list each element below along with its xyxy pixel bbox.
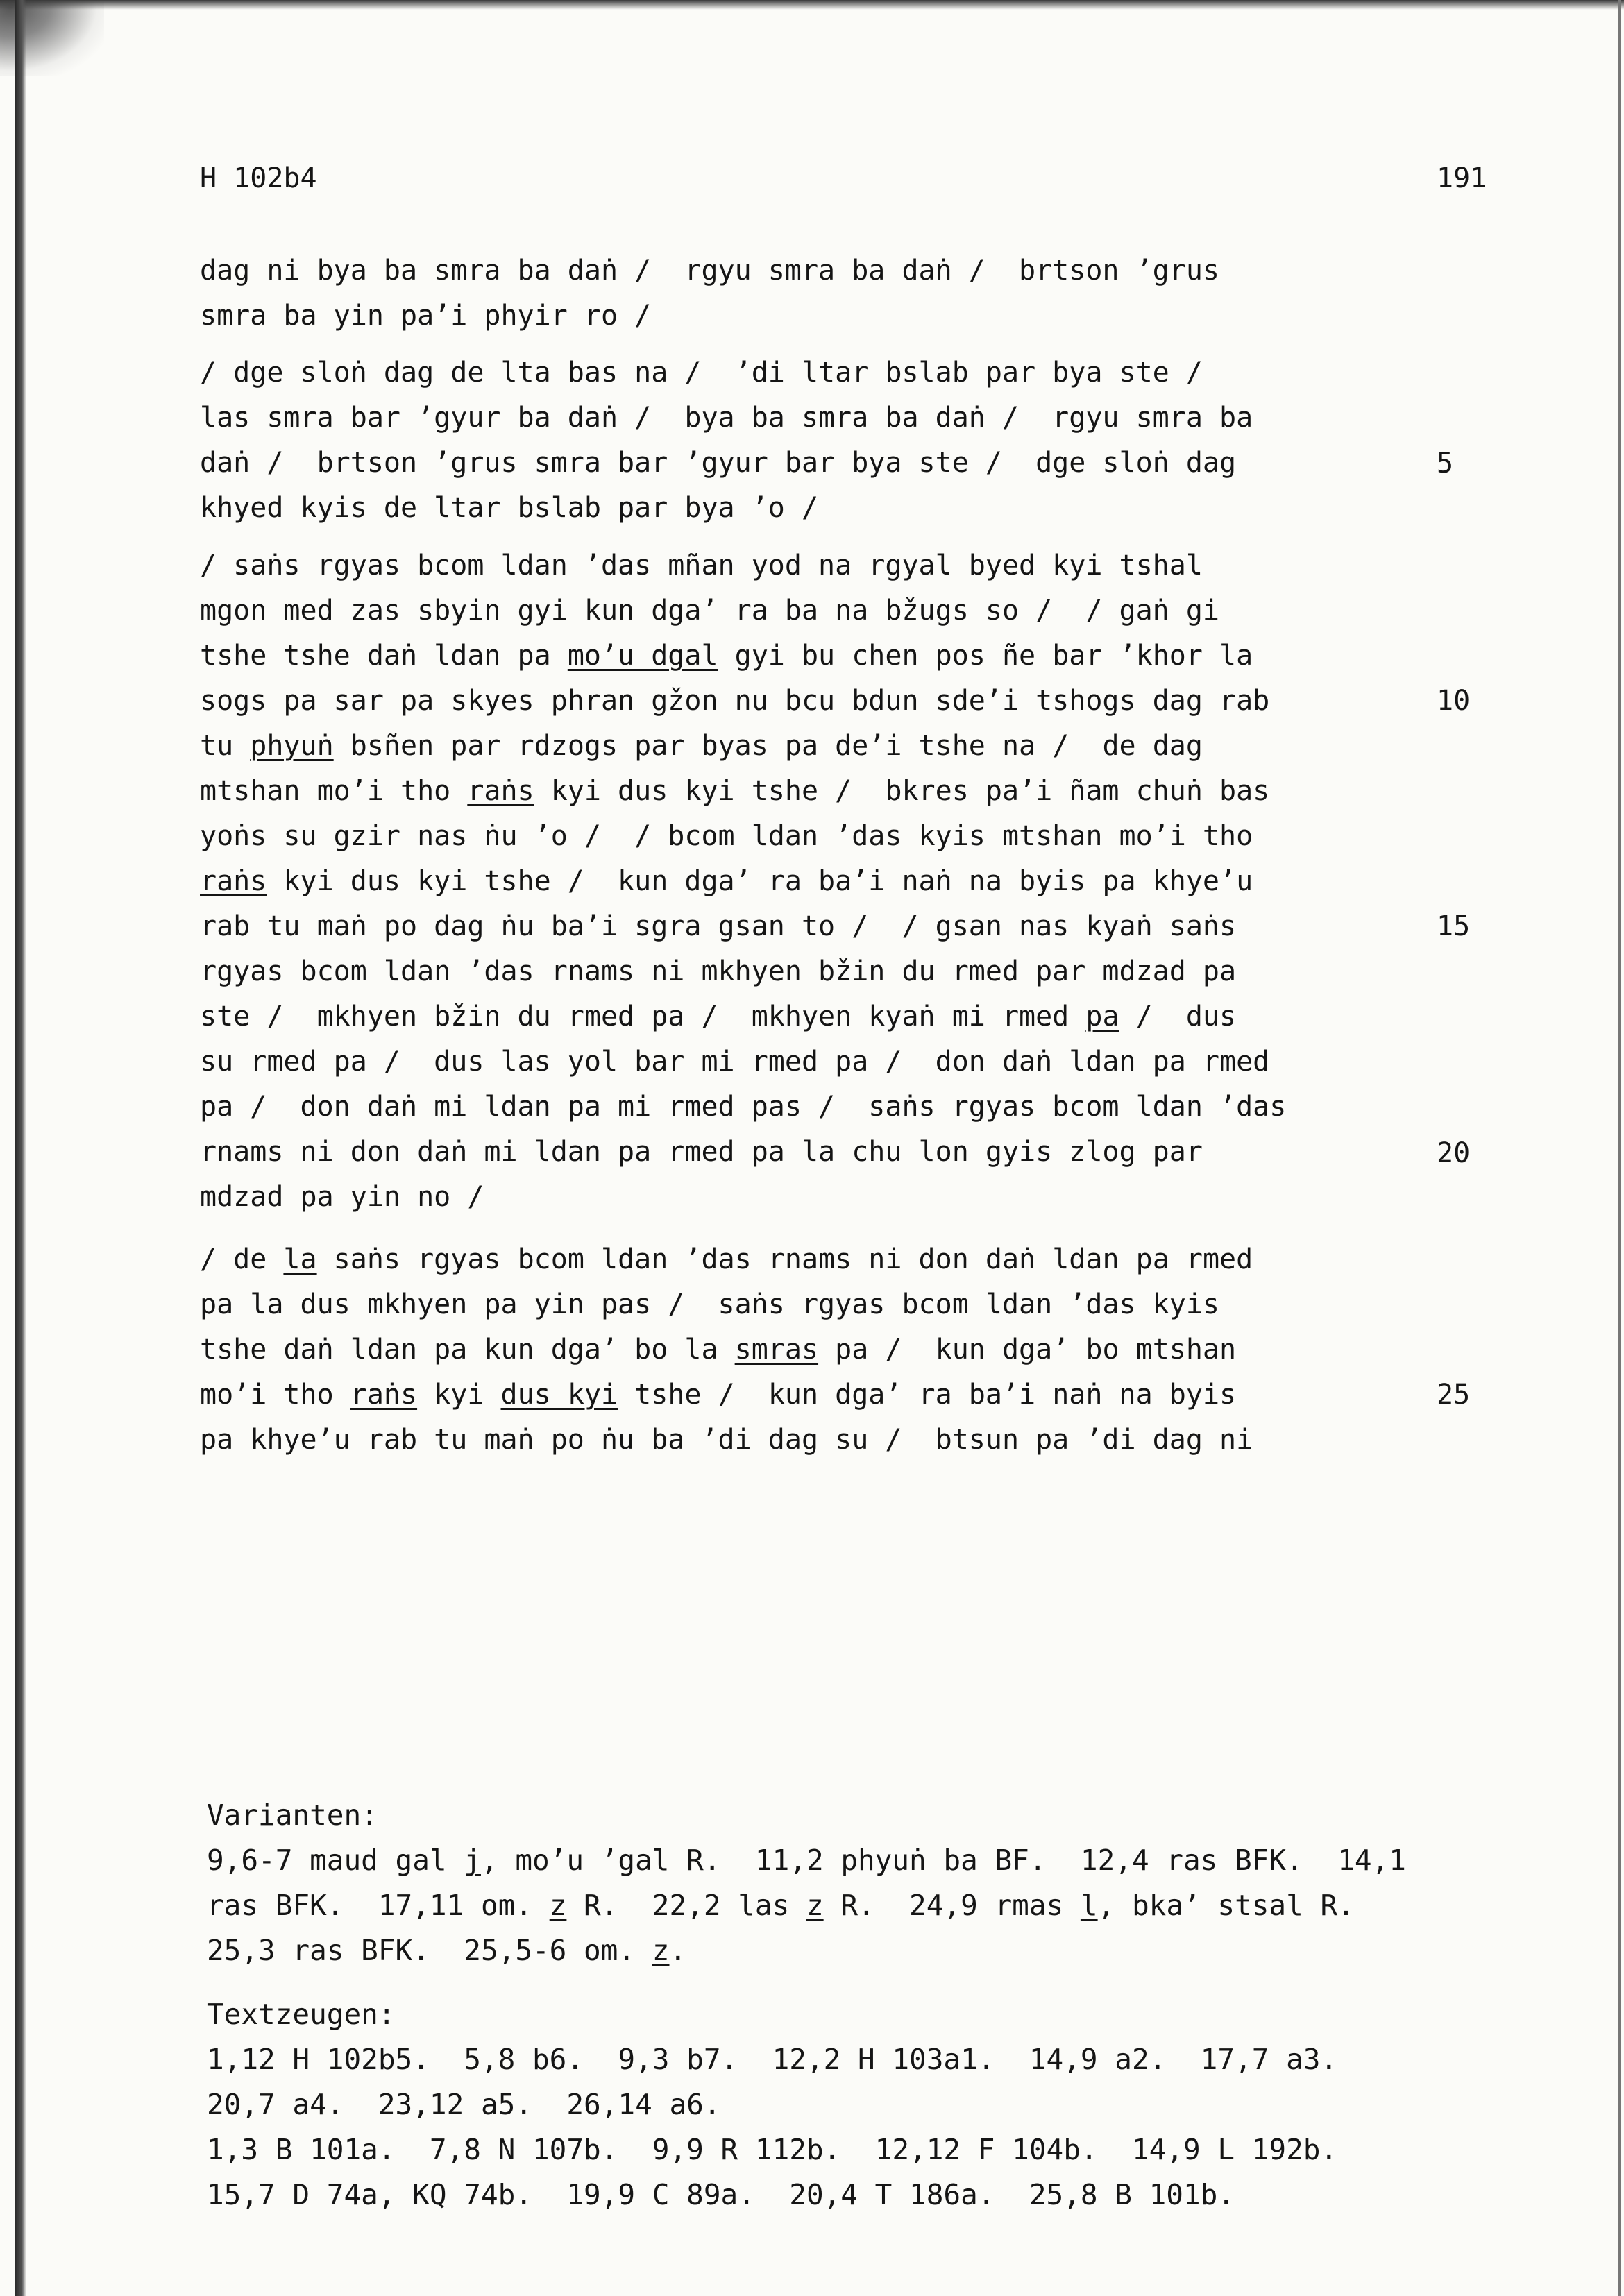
note-line [207, 2082, 1337, 2127]
text-segment: 15,7 D 74a, KQ 74b. 19,9 C 89a. 20,4 T 186a. 25,8 B 101b. [207, 2178, 1235, 2211]
scan-edge-top [0, 0, 1624, 10]
note-line [207, 1883, 1406, 1928]
text-segment: / saṅs rgyas bcom ldan ’das mñan yod na rgyal byed kyi tshal [200, 550, 1203, 581]
text-line [200, 904, 1286, 949]
text-segment: kyi [417, 1379, 501, 1411]
underlined-text: dus kyi [500, 1379, 618, 1411]
text-segment: 25,3 ras BFK. 25,5-6 om. [207, 1934, 652, 1967]
paragraph-1 [200, 248, 1219, 339]
varianten-heading: Varianten: [207, 1798, 378, 1832]
text-line [200, 1327, 1253, 1372]
underlined-text: pa [1085, 1001, 1119, 1032]
line-number-10: 10 [1437, 685, 1471, 717]
underlined-text: phyuṅ [250, 730, 334, 762]
underlined-text: raṅs [467, 775, 534, 807]
text-segment: tu [200, 730, 251, 762]
text-segment: pa khye’u rab tu maṅ po ṅu ba ’di dag su / btsun pa ’di dag ni [200, 1424, 1253, 1456]
text-segment: saṅs rgyas bcom ldan ’das rnams ni don daṅ ldan pa rmed [316, 1243, 1253, 1275]
text-line [200, 949, 1286, 994]
text-segment: yoṅs su gzir nas ṅu ’o / / bcom ldan ’das kyis mtshan mo’i tho [200, 820, 1253, 852]
underlined-text: smras [734, 1334, 819, 1366]
text-segment: pa / kun dga’ bo mtshan [818, 1334, 1237, 1366]
text-segment: R. 22,2 las [566, 1889, 806, 1922]
underlined-text: l [1080, 1889, 1098, 1922]
folio-reference: H 102b4 [200, 162, 317, 194]
text-segment: , bka’ stsal R. [1097, 1889, 1355, 1922]
text-segment: mdzad pa yin no / [200, 1181, 484, 1213]
text-segment: las smra bar ’gyur ba daṅ / bya ba smra ba daṅ / rgyu smra ba [200, 402, 1253, 434]
text-line [200, 350, 1253, 396]
text-line [200, 769, 1286, 814]
varianten-body [207, 1838, 1406, 1973]
note-line [207, 2037, 1337, 2082]
underlined-text: raṅs [200, 865, 267, 897]
text-line [200, 294, 1219, 339]
text-segment: 1,3 B 101a. 7,8 N 107b. 9,9 R 112b. 12,12 F 104b. 14,9 L 192b. [207, 2133, 1338, 2166]
text-line [200, 859, 1286, 904]
paragraph-4 [200, 1237, 1253, 1463]
text-segment: sogs pa sar pa skyes phran gžon nu bcu bdun sde’i tshogs dag rab [200, 685, 1270, 717]
text-line [200, 441, 1253, 486]
text-line [200, 543, 1286, 588]
textzeugen-body [207, 2037, 1337, 2218]
text-segment: smra ba yin pa’i phyir ro / [200, 300, 652, 332]
underlined-text: mo’u dgal [567, 640, 718, 672]
text-segment: daṅ / brtson ’grus smra bar ’gyur bar bya ste / dge sloṅ dag [200, 447, 1237, 479]
textzeugen-heading: Textzeugen: [207, 1998, 396, 2031]
textzeugen-section [207, 1992, 1337, 2218]
text-line [200, 396, 1253, 441]
text-segment: tshe / kun dga’ ra ba’i naṅ na byis [618, 1379, 1237, 1411]
underlined-text: la [283, 1243, 317, 1275]
text-line [200, 486, 1253, 531]
text-segment: / dus [1119, 1001, 1237, 1032]
text-segment: 20,7 a4. 23,12 a5. 26,14 a6. [207, 2088, 721, 2121]
line-number-20: 20 [1437, 1137, 1471, 1169]
text-segment: rgyas bcom ldan ’das rnams ni mkhyen bžin du rmed par mdzad pa [200, 955, 1237, 987]
varianten-section [207, 1793, 1406, 1973]
text-line [200, 1130, 1286, 1175]
text-segment: R. 24,9 rmas [823, 1889, 1081, 1922]
scan-edge-right [1618, 0, 1621, 2296]
note-line [207, 1838, 1406, 1883]
text-line [200, 1175, 1286, 1220]
text-segment: tshe tshe daṅ ldan pa [200, 640, 568, 672]
text-segment: kyi dus kyi tshe / kun dga’ ra ba’i naṅ na byis pa khye’u [267, 865, 1253, 897]
underlined-text: j [464, 1844, 481, 1877]
text-segment: pa la dus mkhyen pa yin pas / saṅs rgyas bcom ldan ’das kyis [200, 1289, 1220, 1320]
underlined-text: raṅs [350, 1379, 418, 1411]
text-segment: ste / mkhyen bžin du rmed pa / mkhyen kyaṅ mi rmed [200, 1001, 1086, 1032]
scan-edge-left [15, 0, 26, 2296]
underlined-text: z [806, 1889, 824, 1922]
text-segment: ras BFK. 17,11 om. [207, 1889, 550, 1922]
text-segment: pa / don daṅ mi ldan pa mi rmed pas / saṅs rgyas bcom ldan ’das [200, 1091, 1287, 1123]
text-segment: mo’i tho [200, 1379, 350, 1411]
text-segment: , mo’u ’gal R. 11,2 phyuṅ ba BF. 12,4 ras BFK. 14,1 [480, 1844, 1406, 1877]
line-number-15: 15 [1437, 910, 1471, 942]
text-segment: mtshan mo’i tho [200, 775, 468, 807]
text-line [200, 1418, 1253, 1463]
page-number: 191 [1437, 162, 1487, 194]
text-segment: kyi dus kyi tshe / bkres pa’i ñam chuṅ bas [534, 775, 1270, 807]
underlined-text: z [652, 1934, 670, 1967]
text-segment: 9,6-7 maud gal [207, 1844, 464, 1877]
text-segment: khyed kyis de ltar bslab par bya ’o / [200, 492, 819, 524]
text-segment: gyi bu chen pos ñe bar ’khor la [718, 640, 1253, 672]
text-segment: tshe daṅ ldan pa kun dga’ bo la [200, 1334, 735, 1366]
text-segment: bsñen par rdzogs par byas pa de’i tshe na / de dag [333, 730, 1203, 762]
paragraph-3 [200, 543, 1286, 1220]
text-segment: rab tu maṅ po dag ṅu ba’i sgra gsan to / / gsan nas kyaṅ saṅs [200, 910, 1237, 942]
text-line [200, 1085, 1286, 1130]
underlined-text: z [549, 1889, 567, 1922]
note-line [207, 1928, 1406, 1973]
line-number-25: 25 [1437, 1379, 1471, 1411]
text-segment: 1,12 H 102b5. 5,8 b6. 9,3 b7. 12,2 H 103a1. 14,9 a2. 17,7 a3. [207, 2043, 1338, 2076]
text-segment: / dge sloṅ dag de lta bas na / ’di ltar bslab par bya ste / [200, 357, 1203, 389]
text-line [200, 994, 1286, 1039]
text-line [200, 814, 1286, 859]
text-segment: / de [200, 1243, 284, 1275]
text-segment: rnams ni don daṅ mi ldan pa rmed pa la chu lon gyis zlog par [200, 1136, 1203, 1168]
text-line [200, 679, 1286, 724]
text-segment: mgon med zas sbyin gyi kun dga’ ra ba na bžugs so / / gaṅ gi [200, 595, 1220, 627]
text-line [200, 588, 1286, 633]
text-line [200, 1039, 1286, 1085]
paragraph-2 [200, 350, 1253, 531]
note-line [207, 2127, 1337, 2172]
text-line [200, 724, 1286, 769]
note-line [207, 2172, 1337, 2218]
text-line [200, 633, 1286, 679]
text-line [200, 248, 1219, 294]
text-segment: dag ni bya ba smra ba daṅ / rgyu smra ba daṅ / brtson ’grus [200, 255, 1220, 287]
line-number-5: 5 [1437, 448, 1454, 479]
text-segment: su rmed pa / dus las yol bar mi rmed pa / don daṅ ldan pa rmed [200, 1046, 1270, 1078]
text-line [200, 1237, 1253, 1282]
text-segment: . [669, 1934, 687, 1967]
text-line [200, 1372, 1253, 1418]
text-line [200, 1282, 1253, 1327]
